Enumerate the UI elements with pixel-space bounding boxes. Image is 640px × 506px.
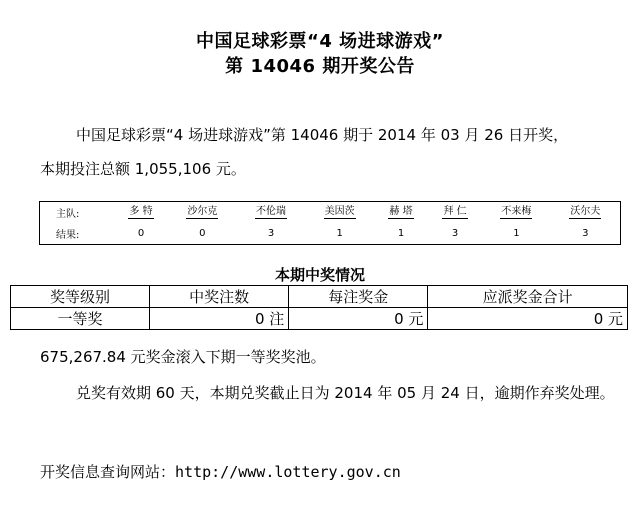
prize-row [11,308,628,330]
result-row [40,223,621,245]
col-per: 每注奖金 [289,286,428,308]
prize-table [10,285,628,330]
team-4: 美因茨 [324,206,355,217]
result-4: 1 [336,228,343,239]
team-3: 不伦瑞 [256,206,287,217]
prize-total: 0 元 [428,308,628,330]
result-label: 结果: [56,230,80,241]
team-1: 多 特 [129,206,153,217]
team-2: 沙尔克 [187,206,218,217]
result-5: 1 [397,228,405,239]
result-3: 3 [267,228,275,239]
announcement-subtitle: 第 14046 期开奖公告 [225,56,415,77]
prize-level: 一等奖 [11,308,150,330]
team-8: 沃尔夫 [570,206,601,217]
prize-header-row [11,286,628,308]
team-7: 不来梅 [501,206,532,217]
home-team-row [40,202,621,224]
pool-rollover-text: 675,267.84 元奖金滚入下期一等奖奖池。 [40,348,326,366]
match-table [39,201,621,245]
validity-text: 兑奖有效期 60 天，本期兑奖截止日为 2014 年 05 月 24 日，逾期作弃奖处理。 [76,384,615,402]
col-total: 应派奖金合计 [428,286,628,308]
team-6: 拜 仁 [443,206,467,217]
result-8: 3 [582,228,589,239]
col-level: 奖等级别 [11,286,150,308]
announcement-title: 中国足球彩票“4 场进球游戏” [196,31,444,52]
prize-caption: 本期中奖情况 [274,266,365,284]
lottery-website-link[interactable]: http://www.lottery.gov.cn [175,463,401,481]
query-label: 开奖信息查询网站： [40,463,176,481]
home-label: 主队: [56,209,80,220]
result-2: 0 [199,228,206,239]
result-6: 3 [451,228,459,239]
result-7: 1 [513,228,520,239]
team-5: 赫 塔 [389,206,413,217]
prize-count: 0 注 [150,308,289,330]
intro-line-2: 本期投注总额 1,055,106 元。 [40,160,246,178]
intro-line-1: 中国足球彩票“4 场进球游戏”第 14046 期于 2014 年 03 月 26 日开奖， [76,126,569,144]
col-count: 中奖注数 [150,286,289,308]
prize-per: 0 元 [289,308,428,330]
query-line [40,459,401,485]
result-1: 0 [137,228,145,239]
